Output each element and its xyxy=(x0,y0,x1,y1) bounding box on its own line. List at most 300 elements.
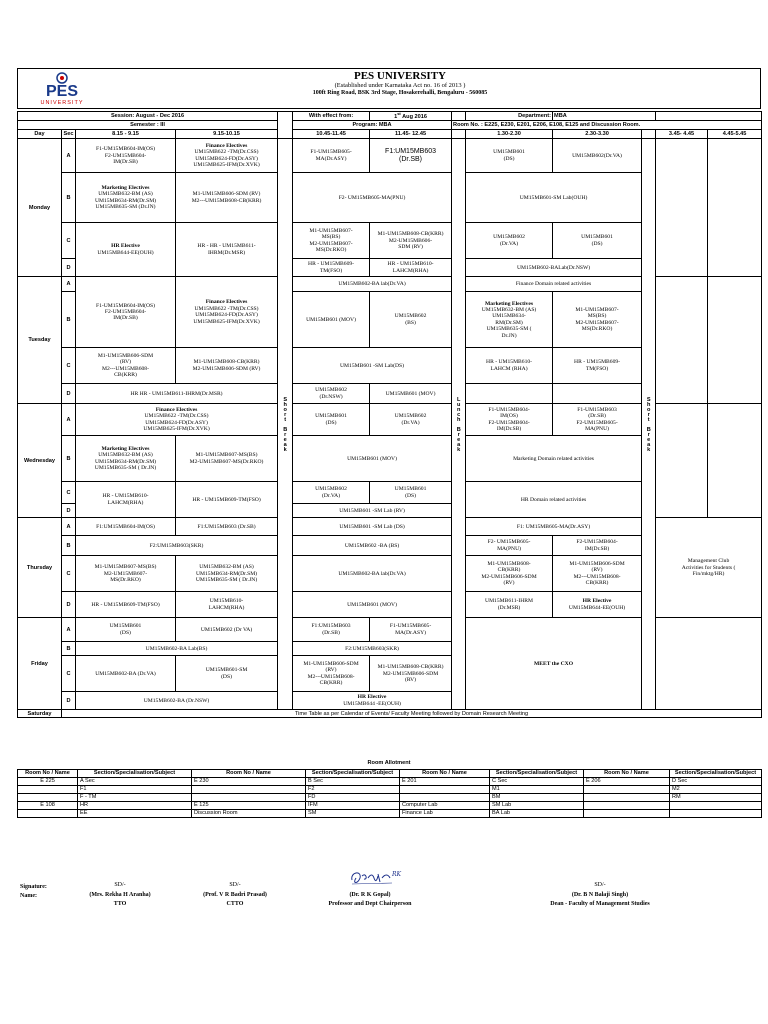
cell-line: UM15MB601-SM Lab(OUH) xyxy=(519,194,588,201)
slot-cell xyxy=(76,536,278,556)
cell-line: CB(KRR) xyxy=(114,372,137,379)
sec-c: C xyxy=(62,656,76,692)
management-club-cell xyxy=(656,518,762,618)
cell-line: (DS) xyxy=(503,155,515,162)
cell-line: CB(KRR) xyxy=(497,567,521,574)
col-sec: Sec xyxy=(62,130,76,139)
slot-cell xyxy=(176,139,278,173)
slot-cell xyxy=(293,404,370,436)
slot-cell xyxy=(293,642,452,656)
room-cell xyxy=(18,794,78,802)
signatory-2-name: (Prof. V R Badri Prasad) xyxy=(203,892,267,898)
cell-line: UM15MB634-RM(Dr.SM) xyxy=(94,458,157,465)
effect-from-label: With effect from: xyxy=(293,112,370,121)
slot-cell xyxy=(76,173,176,223)
room-cell xyxy=(584,802,670,810)
cell-line: (RV) xyxy=(119,359,132,366)
cell-line: LAHCM(RHA) xyxy=(208,604,245,611)
room-header-cell: Section/Specialisation/Subject xyxy=(306,770,400,778)
cell-line: M1-UM15MB607-MS(BS) xyxy=(94,564,157,571)
slot-cell xyxy=(293,692,452,710)
room-row xyxy=(18,810,762,818)
cell-line: UM15MB602 xyxy=(394,313,427,320)
day-saturday: Saturday xyxy=(18,710,62,718)
session-cell: Session: August - Dec 2016 xyxy=(18,112,278,121)
slot-cell xyxy=(466,436,642,482)
sec-a: A xyxy=(62,404,76,436)
room-cell xyxy=(18,786,78,794)
cell-line: UM15MB602 xyxy=(315,486,347,493)
cell-line: HR HR - UM15MB611-IHRM(Dr.MSR) xyxy=(130,390,223,397)
room-cell xyxy=(18,810,78,818)
cell-line: F2-UM15MB604- xyxy=(576,539,618,546)
sec-c: C xyxy=(62,348,76,384)
department-label: Department: xyxy=(466,112,553,121)
slot-cell xyxy=(76,656,176,692)
cell-line: UM15MB602-BALab(Dr.NSW) xyxy=(516,264,591,271)
cell-line: CB(KRR) xyxy=(585,580,609,587)
cell-line: F2- UM15MB605-MA(PNU) xyxy=(338,194,406,201)
slot-cell xyxy=(466,404,553,436)
slot-cell xyxy=(76,404,278,436)
cell-line: Marketing Electives xyxy=(485,300,534,307)
cell-line: M1-UM15MB606-SDM xyxy=(97,352,154,359)
cell-line: MS(Dr.RKO) xyxy=(315,247,347,254)
cell-line: UM15MB602-BA Lab(BS) xyxy=(145,645,208,652)
cell-line: (DS) xyxy=(120,629,131,636)
cell-line: UM15MB622 -TM(Dr.CSS) xyxy=(144,413,209,420)
rooms-cell: Room No. : E225, E230, E201, E206, E108, E125 and Discussion Room. xyxy=(452,121,762,130)
signatory-3-role: Professor and Dept Chairperson xyxy=(328,901,412,907)
cell-line: UM15MB625-IFM(Dr.XVK) xyxy=(193,318,260,325)
col-day: Day xyxy=(18,130,62,139)
sec-c: C xyxy=(62,223,76,259)
col-t1: 8.15 - 9.15 xyxy=(76,130,176,139)
cell-line: UM15MB644-EE(OUH) xyxy=(97,249,154,256)
cell-line: M2-UM15MB606-SDM xyxy=(382,670,439,677)
sec-a: A xyxy=(62,618,76,642)
sec-a: A xyxy=(62,518,76,536)
cell-line: Marketing Domain related activities xyxy=(513,455,594,462)
slot-cell xyxy=(176,482,278,518)
room-allotment-title: Room Allotment xyxy=(367,760,411,766)
sec-a: A xyxy=(62,277,76,292)
cell-line: M2---UM15MB608-CB(KRR) xyxy=(191,197,262,204)
slot-cell xyxy=(76,223,176,277)
cell-line: M2-UM15MB607- xyxy=(103,570,148,577)
room-cell: E 108 xyxy=(18,802,78,810)
room-header-cell: Room No / Name xyxy=(584,770,670,778)
cell-line: HR - UM15MB609- xyxy=(574,359,621,366)
room-cell xyxy=(400,794,490,802)
cell-line: IM(OS) xyxy=(500,413,518,420)
cell-line: UM15MB624-FD(Dr.ASY) xyxy=(145,419,208,426)
cell-line: IM(Dr.SB) xyxy=(113,315,138,322)
slot-cell xyxy=(466,518,642,536)
slot-cell xyxy=(176,173,278,223)
cell-line: UM15MB635-SM (Dr.JN) xyxy=(95,204,156,211)
cell-line: UM15MB601 xyxy=(581,234,613,241)
signatory-1-role: TTO xyxy=(113,901,127,907)
cell-line: HR Elective xyxy=(111,243,140,250)
cell-line: Marketing Electives xyxy=(101,445,150,452)
address-line: 100ft Ring Road, BSK 3rd Stage, Hosakerehalli, Bengaluru - 560085 xyxy=(312,90,488,96)
room-header-cell: Section/Specialisation/Subject xyxy=(670,770,762,778)
room-header-cell: Section/Specialisation/Subject xyxy=(490,770,584,778)
col-t6: 2.30-3.30 xyxy=(553,130,642,139)
cell-line: UM15MB601 (MOV) xyxy=(347,601,397,608)
cell-line: HR - UM15MB610- xyxy=(102,493,149,500)
sec-b: B xyxy=(62,436,76,482)
cell-line: MS(BS) xyxy=(321,234,341,241)
cell-line: UM15MB634-RM(Dr.SM) xyxy=(195,570,258,577)
cell-line: F2:UM15MB603(SKR) xyxy=(149,542,204,549)
empty-cell xyxy=(656,404,708,518)
empty-cell xyxy=(656,139,708,277)
cell-line: Finance Electives xyxy=(205,142,248,149)
room-cell xyxy=(584,810,670,818)
room-header-cell: Room No / Name xyxy=(192,770,306,778)
room-cell xyxy=(400,786,490,794)
signatory-4-role: Dean - Faculty of Management Studies xyxy=(550,901,650,907)
cell-line: (Dr.SB) xyxy=(588,413,606,420)
cell-line: (DS) xyxy=(591,240,603,247)
cell-line: MS(BS) xyxy=(587,313,607,320)
room-cell: F1 xyxy=(78,786,192,794)
sec-b: B xyxy=(62,642,76,656)
cell-line: TM(FSO) xyxy=(585,365,609,372)
short-break-2: Short Break xyxy=(642,139,656,710)
room-cell: M2 xyxy=(670,786,762,794)
cell-line: (RV) xyxy=(591,567,603,574)
cell-line: HR Elective xyxy=(582,598,612,605)
cell-line: F1-UM15MB604-IM(OS) xyxy=(95,302,156,309)
cell-line: (Dr.VA) xyxy=(499,240,519,247)
cell-line: UM15MB632-BM (AS) xyxy=(199,564,254,571)
cell-line: HR - UM15MB610- xyxy=(387,261,434,268)
cell-line: UM15MB644 -EE(OUH) xyxy=(343,700,401,707)
empty-cell xyxy=(466,384,553,404)
slot-cell xyxy=(76,518,176,536)
cell-line: RM(Dr.SM) xyxy=(495,319,523,326)
cell-line: F2-UM15MB604- xyxy=(104,309,147,316)
cell-line: M2-UM15MB606- xyxy=(388,237,433,244)
slot-cell xyxy=(466,482,642,518)
cell-line: Activities for Students ( xyxy=(681,564,736,571)
slot-cell xyxy=(370,259,452,277)
cell-line: M1-UM15MB608- xyxy=(487,560,531,567)
cell-line: M2-UM15MB606-SDM xyxy=(481,573,537,580)
slot-cell xyxy=(293,504,452,518)
col-t5: 1.30-2.30 xyxy=(466,130,553,139)
slot-cell xyxy=(76,642,278,656)
cell-line: UM15MB624-FD(Dr.ASY) xyxy=(195,312,258,319)
room-cell xyxy=(192,794,306,802)
slot-cell xyxy=(293,618,370,642)
cell-line: (Dr.SB) xyxy=(399,155,422,163)
cell-line: UM15MB601 (MOV) xyxy=(306,316,356,323)
slot-cell xyxy=(370,404,452,436)
cell-line: SDM (RV) xyxy=(398,243,423,250)
room-cell: BA Lab xyxy=(490,810,584,818)
cell-line: F2-UM15MB605- xyxy=(576,419,618,426)
slot-cell xyxy=(370,384,452,404)
slot-cell xyxy=(176,618,278,642)
slot-cell xyxy=(553,592,642,618)
cell-line: M1-UM15MB606-SDM xyxy=(303,660,359,667)
cell-line: UM15MB601 xyxy=(394,486,427,493)
day-thursday: Thursday xyxy=(18,518,62,618)
room-row xyxy=(18,794,762,802)
cell-line: UM15MB632-BM (AS) xyxy=(481,306,537,313)
cell-line: UM15MB611-IHRM xyxy=(485,598,534,605)
cell-line: UM15MB601 xyxy=(109,623,142,630)
room-cell: E 125 xyxy=(192,802,306,810)
room-cell: A Sec xyxy=(78,778,192,786)
sd-4: SD/- xyxy=(594,882,606,888)
pes-logo xyxy=(22,72,102,106)
cell-line: MA(Dr.ASY) xyxy=(315,155,347,162)
sec-d: D xyxy=(62,592,76,618)
slot-cell xyxy=(76,384,278,404)
cell-line: (Dr.VA) xyxy=(401,419,420,426)
slot-cell xyxy=(370,292,452,348)
sec-b: B xyxy=(62,536,76,556)
slot-cell xyxy=(466,277,642,292)
slot-cell xyxy=(293,536,452,556)
cell-line: UM15MB625-IFM(Dr.XVK) xyxy=(143,426,210,433)
cell-line: UM15MB602(Dr.VA) xyxy=(572,152,622,159)
sec-a: A xyxy=(62,139,76,173)
empty-cell xyxy=(656,277,708,404)
room-cell: E 206 xyxy=(584,778,670,786)
cell-line: F1:UM15MB603 (Dr.SB) xyxy=(197,523,256,530)
semester-cell: Semester : III xyxy=(18,121,278,130)
slot-cell xyxy=(76,618,176,642)
room-cell: E 225 xyxy=(18,778,78,786)
cell-line: Finance Electives xyxy=(155,406,198,413)
room-cell xyxy=(192,786,306,794)
cell-line: UM15MB601-SM xyxy=(205,667,248,674)
cell-line: M1-UM15MB608-CB(KRR) xyxy=(377,664,444,671)
room-cell: BM xyxy=(490,794,584,802)
slot-cell xyxy=(176,556,278,592)
name-label: Name: xyxy=(20,893,37,899)
slot-cell xyxy=(293,518,452,536)
cell-line: (Dr.MSR) xyxy=(497,604,521,611)
cell-line: MS(Dr.RKO) xyxy=(110,576,141,583)
cell-line: UM15MB601 -SM Lab(DS) xyxy=(340,362,405,369)
room-row xyxy=(18,786,762,794)
cell-line: M1-UM15MB607- xyxy=(309,227,353,234)
cell-line: UM15MB635-SM ( xyxy=(486,326,532,333)
slot-cell xyxy=(466,348,553,384)
cell-line: MS(Dr.RKO) xyxy=(581,326,613,333)
cell-line: MA(PNU) xyxy=(497,545,521,552)
slot-cell xyxy=(293,482,370,504)
cell-line: CB(KRR) xyxy=(319,680,343,687)
cell-line: Marketing Electives xyxy=(101,184,150,191)
cell-line: UM15MB634-RM(Dr.SM) xyxy=(94,197,157,204)
cell-line: UM15MB602-BA lab(Dr.VA) xyxy=(338,281,406,288)
room-cell: FD xyxy=(306,794,400,802)
cell-line: (DS) xyxy=(325,419,337,426)
slot-cell xyxy=(466,292,553,348)
slot-cell xyxy=(76,348,176,384)
cell-line: F2-UM15MB604- xyxy=(104,152,147,159)
cell-line: M2---UM15MB608- xyxy=(573,573,621,580)
slot-cell xyxy=(293,592,452,618)
slot-cell xyxy=(466,556,553,592)
timetable xyxy=(17,111,762,718)
cell-line: HR - UM15MB609-TM(FSO) xyxy=(91,601,160,608)
short-break-1: Short Break xyxy=(278,139,293,710)
room-cell xyxy=(670,802,762,810)
room-cell: C Sec xyxy=(490,778,584,786)
slot-cell xyxy=(553,292,642,348)
slot-cell xyxy=(370,223,452,259)
established-line: (Established under Karnataka Act no. 16 of 2013 ) xyxy=(334,82,466,89)
sec-d: D xyxy=(62,504,76,518)
cell-line: UM15MB601 -SM Lab (DS) xyxy=(339,523,405,530)
cell-line: UM15MB602 xyxy=(315,387,347,394)
cell-line: F1:UM15MB603 xyxy=(385,147,437,155)
slot-cell xyxy=(76,139,176,173)
cell-line: F2:UM15MB603(SKR) xyxy=(345,645,399,652)
cell-line: IM(Dr.SB) xyxy=(496,426,522,433)
empty-cell xyxy=(553,384,642,404)
cell-line: F1:UM15MB603 xyxy=(311,623,351,630)
slot-cell xyxy=(293,292,370,348)
slot-cell xyxy=(553,223,642,259)
slot-cell xyxy=(76,436,176,482)
slot-cell xyxy=(76,482,176,518)
cell-line: F1-UM15MB603 xyxy=(577,406,617,413)
cell-line: UM15MB602 xyxy=(493,234,525,241)
col-t3: 10.45-11.45 xyxy=(293,130,370,139)
cell-line: UM15MB602-BA (Dr.VA) xyxy=(95,670,156,677)
cell-line: UM15MB622 -TM(Dr.CSS) xyxy=(194,305,259,312)
sd-2: SD/- xyxy=(229,882,241,888)
room-cell: E 230 xyxy=(192,778,306,786)
col-t7: 3.45- 4.45 xyxy=(656,130,708,139)
cell-line: M1-UM15MB608-CB(KRR) xyxy=(377,231,444,238)
slot-cell xyxy=(176,518,278,536)
room-row xyxy=(18,802,762,810)
cell-line: Fin/mktg/HR) xyxy=(692,570,725,577)
cell-line: HR - UM15MB609- xyxy=(308,261,355,268)
cell-line: IHRM(Dr.MSR) xyxy=(207,249,246,256)
cell-line: Finance Domain related activities xyxy=(515,281,592,288)
cell-line: HR - UM15MB610- xyxy=(486,359,533,366)
cell-line: (DS) xyxy=(405,492,416,499)
slot-cell xyxy=(553,348,642,384)
slot-cell xyxy=(176,436,278,482)
cell-line: UM15MB644-EE(OUH) xyxy=(568,604,626,611)
slot-cell xyxy=(176,656,278,692)
room-cell: F2 xyxy=(306,786,400,794)
cell-line: UM15MB601 (MOV) xyxy=(347,455,397,462)
slot-cell xyxy=(466,259,642,277)
slot-cell xyxy=(293,556,452,592)
room-cell: B Sec xyxy=(306,778,400,786)
cell-line: UM15MB602-BA (Dr.NSW) xyxy=(143,697,210,704)
cell-line: F1-UM15MB605- xyxy=(389,623,432,630)
cell-line: (Dr.NSW) xyxy=(319,393,343,400)
cell-line: UM15MB602 -BA (BS) xyxy=(344,542,400,549)
cell-line: UM15MB610- xyxy=(209,598,244,605)
cell-line: M2---UM15MB608- xyxy=(102,365,149,372)
logo-subtext: UNIVERSITY xyxy=(40,100,84,106)
room-row xyxy=(18,778,762,786)
day-friday: Friday xyxy=(18,618,62,710)
cell-line: M1-UM15MB606-SDM xyxy=(569,560,625,567)
department-value: MBA xyxy=(553,112,656,121)
svg-text:RK: RK xyxy=(392,871,401,878)
slot-cell xyxy=(293,139,370,173)
cell-line: UM15MB634- xyxy=(492,313,526,320)
cell-line: UM15MB601 (MOV) xyxy=(385,390,436,397)
cell-line: HR - HR - UM15MB611- xyxy=(197,243,256,250)
slot-cell xyxy=(176,348,278,384)
cell-line: Management Club xyxy=(687,558,730,565)
slot-cell xyxy=(553,404,642,436)
room-cell: Computer Lab xyxy=(400,802,490,810)
saturday-note: Time Table as per Calendar of Events/ Faculty Meeting followed by Domain Research Meeting xyxy=(62,710,762,718)
cell-line: UM15MB602 xyxy=(394,413,427,420)
program-cell: Program: MBA xyxy=(293,121,452,130)
cell-line: M1-UM15MB606-SDM (RV) xyxy=(192,191,261,198)
cell-line: F1:UM15MB604-IM(OS) xyxy=(96,523,155,530)
col-t8: 4.45-5.45 xyxy=(708,130,762,139)
slot-cell xyxy=(370,656,452,692)
cell-line: (Dr.VA) xyxy=(321,492,341,499)
slot-cell xyxy=(466,223,553,259)
cell-line: HR Domain related activities xyxy=(520,496,587,503)
slot-cell xyxy=(76,556,176,592)
handwritten-signature xyxy=(348,866,408,888)
signatory-2-role: CTTO xyxy=(226,901,244,907)
cell-line: M2-UM15MB607- xyxy=(309,240,353,247)
slot-cell xyxy=(553,536,642,556)
empty-cell xyxy=(708,277,762,404)
slot-cell xyxy=(370,482,452,504)
cell-line: F1: UM15MB605-MA(Dr.ASY) xyxy=(516,523,591,530)
sec-b: B xyxy=(62,173,76,223)
room-cell: F - TM xyxy=(78,794,192,802)
cell-line: LAHCM(RHA) xyxy=(107,499,144,506)
slot-cell xyxy=(76,692,278,710)
cell-line: F1-UM15MB604- xyxy=(488,406,530,413)
day-wednesday: Wednesday xyxy=(18,404,62,518)
effect-from-date: 1st Aug 2016 xyxy=(370,112,452,121)
cell-line: M2-UM15MB607- xyxy=(575,319,619,326)
room-allotment-table xyxy=(17,769,762,818)
cell-line: M1-UM15MB608-CB(KRR) xyxy=(193,359,260,366)
room-cell: Finance Lab xyxy=(400,810,490,818)
sd-1: SD/- xyxy=(114,882,126,888)
cell-line: UM15MB602-BA lab(Dr.VA) xyxy=(338,570,406,577)
sec-d: D xyxy=(62,384,76,404)
sec-c: C xyxy=(62,556,76,592)
cell-line: HR - UM15MB609-TM(FSO) xyxy=(192,496,261,503)
cell-line: UM15MB601 -SM Lab (RV) xyxy=(339,507,405,514)
cell-line: MA(Dr.ASY) xyxy=(395,629,426,636)
cell-line: HR Elective xyxy=(357,694,387,701)
sec-c: C xyxy=(62,482,76,504)
room-cell: E 201 xyxy=(400,778,490,786)
cell-line: (Dr.SB) xyxy=(322,629,340,636)
